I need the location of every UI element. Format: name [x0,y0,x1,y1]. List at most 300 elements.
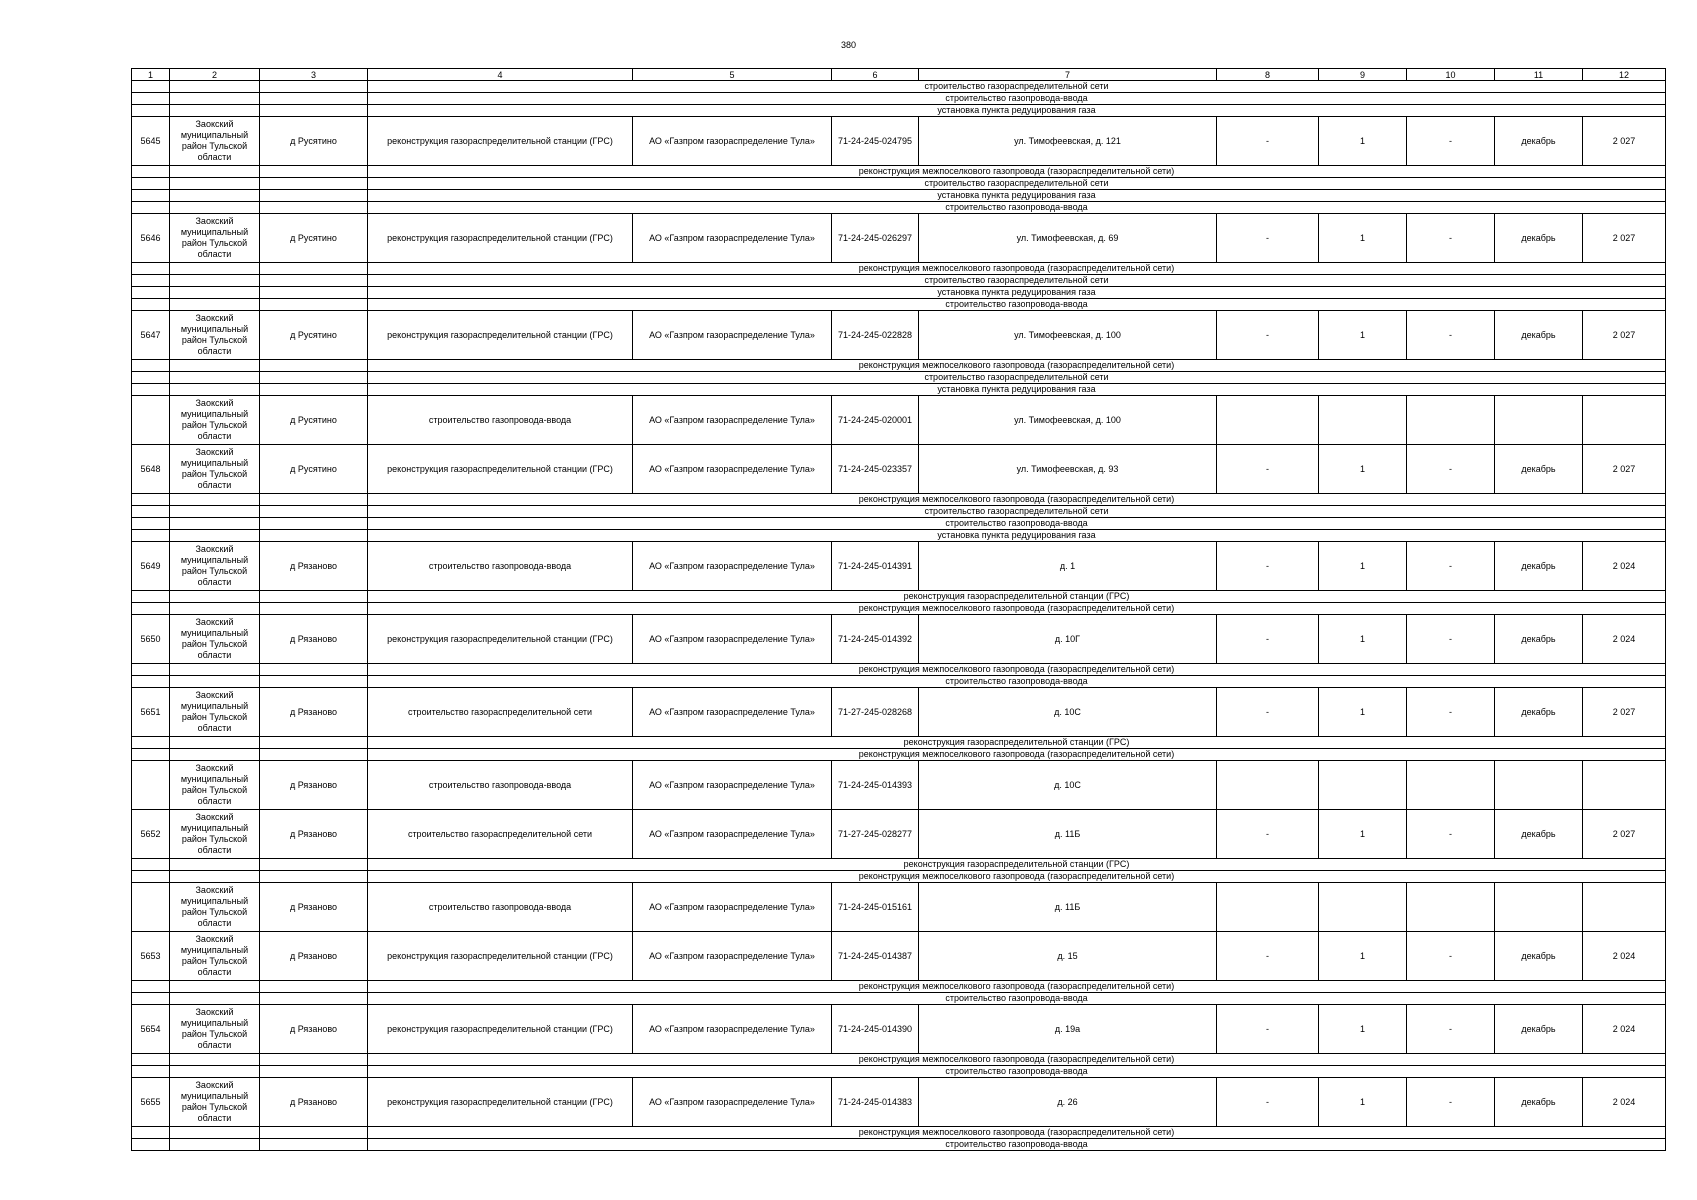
village-cell [260,202,368,214]
work-subtype-row [132,664,1666,676]
work-subtype-label: строительство газораспределительной сети [368,178,1666,190]
district-cell [170,737,260,749]
work-subtype-label: строительство газораспределительной сети [368,275,1666,287]
object-row [132,214,1666,263]
work-subtype-row [132,202,1666,214]
village-cell: д Рязаново [260,615,368,664]
row-number-cell [132,981,170,993]
row-number-cell [132,883,170,932]
object-row [132,542,1666,591]
row-number-cell [132,761,170,810]
village-cell [260,749,368,761]
district-cell [170,166,260,178]
village-cell [260,360,368,372]
work-subtype-row [132,105,1666,117]
row-number-cell: 5650 [132,615,170,664]
address-cell: ул. Тимофеевская, д. 93 [919,445,1217,494]
work-subtype-label: строительство газопровода-ввода [368,299,1666,311]
district-cell [170,263,260,275]
month-cell: декабрь [1495,615,1583,664]
row-number-cell [132,299,170,311]
work-subtype-label: реконструкция межпоселкового газопровода (газораспределительной сети) [368,1127,1666,1139]
object-code-cell: 71-24-245-022828 [832,311,919,360]
work-subtype-label: реконструкция межпоселкового газопровода (газораспределительной сети) [368,494,1666,506]
work-type-cell: реконструкция газораспределительной станции (ГРС) [368,1078,633,1127]
district-cell [170,202,260,214]
district-cell [170,1127,260,1139]
row-number-cell: 5648 [132,445,170,494]
district-cell [170,664,260,676]
district-cell: Заокский муниципальный район Тульской области [170,761,260,810]
column-number-cell: 6 [832,69,919,81]
object-code-cell: 71-24-245-014390 [832,1005,919,1054]
year-cell: 2 024 [1583,542,1666,591]
work-subtype-row [132,859,1666,871]
district-cell: Заокский муниципальный район Тульской области [170,932,260,981]
work-type-cell: реконструкция газораспределительной станции (ГРС) [368,214,633,263]
village-cell: д Рязаново [260,1005,368,1054]
village-cell: д Русятино [260,311,368,360]
organization-cell: АО «Газпром газораспределение Тула» [633,810,832,859]
district-cell [170,275,260,287]
object-code-cell: 71-24-245-020001 [832,396,919,445]
address-cell: д. 10Г [919,615,1217,664]
work-subtype-row [132,494,1666,506]
column-number-cell: 8 [1217,69,1319,81]
month-cell: декабрь [1495,1078,1583,1127]
district-cell: Заокский муниципальный район Тульской области [170,542,260,591]
year-cell: 2 027 [1583,117,1666,166]
year-cell: 2 027 [1583,311,1666,360]
column-10-cell: - [1407,810,1495,859]
object-row [132,932,1666,981]
work-subtype-label: реконструкция межпоселкового газопровода (газораспределительной сети) [368,360,1666,372]
column-number-cell: 7 [919,69,1217,81]
work-subtype-row [132,737,1666,749]
district-cell [170,676,260,688]
column-number-cell: 12 [1583,69,1666,81]
object-row [132,761,1666,810]
row-number-cell [132,396,170,445]
row-number-cell [132,871,170,883]
object-code-cell: 71-24-245-014392 [832,615,919,664]
village-cell: д Русятино [260,396,368,445]
work-subtype-label: строительство газораспределительной сети [368,372,1666,384]
organization-cell: АО «Газпром газораспределение Тула» [633,761,832,810]
column-8-cell [1217,883,1319,932]
work-subtype-row [132,287,1666,299]
column-9-cell: 1 [1319,810,1407,859]
work-type-cell: строительство газораспределительной сети [368,810,633,859]
village-cell [260,993,368,1005]
column-number-cell: 9 [1319,69,1407,81]
organization-cell: АО «Газпром газораспределение Тула» [633,932,832,981]
work-subtype-label: реконструкция межпоселкового газопровода (газораспределительной сети) [368,166,1666,178]
row-number-cell [132,178,170,190]
organization-cell: АО «Газпром газораспределение Тула» [633,688,832,737]
work-subtype-label: строительство газопровода-ввода [368,202,1666,214]
district-cell: Заокский муниципальный район Тульской области [170,1005,260,1054]
month-cell: декабрь [1495,311,1583,360]
column-9-cell: 1 [1319,117,1407,166]
work-subtype-label: реконструкция межпоселкового газопровода (газораспределительной сети) [368,263,1666,275]
column-9-cell: 1 [1319,311,1407,360]
work-subtype-row [132,178,1666,190]
year-cell: 2 024 [1583,615,1666,664]
column-9-cell: 1 [1319,1078,1407,1127]
district-cell [170,1139,260,1151]
year-cell: 2 027 [1583,445,1666,494]
work-subtype-row [132,981,1666,993]
column-10-cell: - [1407,1005,1495,1054]
row-number-cell [132,372,170,384]
work-subtype-label: строительство газопровода-ввода [368,993,1666,1005]
year-cell: 2 027 [1583,688,1666,737]
district-cell: Заокский муниципальный район Тульской области [170,445,260,494]
column-8-cell: - [1217,214,1319,263]
district-cell [170,603,260,615]
column-9-cell: 1 [1319,688,1407,737]
work-type-cell: строительство газопровода-ввода [368,761,633,810]
row-number-cell [132,384,170,396]
object-code-cell: 71-24-245-026297 [832,214,919,263]
row-number-cell [132,993,170,1005]
district-cell [170,749,260,761]
work-subtype-row [132,190,1666,202]
column-9-cell: 1 [1319,214,1407,263]
month-cell: декабрь [1495,117,1583,166]
column-8-cell: - [1217,311,1319,360]
row-number-cell [132,190,170,202]
address-cell: д. 26 [919,1078,1217,1127]
column-8-cell: - [1217,1005,1319,1054]
column-10-cell: - [1407,542,1495,591]
district-cell [170,981,260,993]
object-row [132,1005,1666,1054]
work-subtype-row [132,275,1666,287]
organization-cell: АО «Газпром газораспределение Тула» [633,445,832,494]
row-number-cell [132,202,170,214]
column-8-cell: - [1217,117,1319,166]
object-code-cell: 71-24-245-015161 [832,883,919,932]
work-subtype-row [132,263,1666,275]
village-cell [260,178,368,190]
district-cell: Заокский муниципальный район Тульской области [170,883,260,932]
work-subtype-row [132,166,1666,178]
village-cell [260,603,368,615]
object-code-cell: 71-24-245-014387 [832,932,919,981]
object-row [132,1078,1666,1127]
address-cell: ул. Тимофеевская, д. 69 [919,214,1217,263]
object-row [132,688,1666,737]
work-subtype-label: реконструкция межпоселкового газопровода (газораспределительной сети) [368,871,1666,883]
column-9-cell [1319,883,1407,932]
work-subtype-label: реконструкция газораспределительной станции (ГРС) [368,737,1666,749]
work-subtype-label: реконструкция межпоселкового газопровода (газораспределительной сети) [368,664,1666,676]
work-subtype-row [132,749,1666,761]
row-number-cell: 5649 [132,542,170,591]
work-subtype-label: установка пункта редуцирования газа [368,105,1666,117]
work-subtype-label: реконструкция межпоселкового газопровода (газораспределительной сети) [368,749,1666,761]
column-8-cell: - [1217,688,1319,737]
row-number-cell [132,737,170,749]
month-cell: декабрь [1495,445,1583,494]
district-cell [170,299,260,311]
column-number-cell: 11 [1495,69,1583,81]
work-subtype-label: реконструкция газораспределительной станции (ГРС) [368,591,1666,603]
column-10-cell: - [1407,688,1495,737]
column-9-cell: 1 [1319,445,1407,494]
row-number-cell [132,166,170,178]
village-cell [260,506,368,518]
work-type-cell: строительство газораспределительной сети [368,688,633,737]
district-cell [170,506,260,518]
year-cell: 2 024 [1583,1078,1666,1127]
object-code-cell: 71-27-245-028277 [832,810,919,859]
district-cell [170,530,260,542]
column-8-cell: - [1217,445,1319,494]
district-cell: Заокский муниципальный район Тульской области [170,1078,260,1127]
row-number-cell [132,603,170,615]
district-cell [170,859,260,871]
district-cell [170,494,260,506]
work-subtype-row [132,93,1666,105]
column-8-cell: - [1217,810,1319,859]
work-subtype-row [132,299,1666,311]
work-subtype-label: строительство газопровода-ввода [368,1066,1666,1078]
work-subtype-row [132,1139,1666,1151]
district-cell [170,1054,260,1066]
village-cell [260,664,368,676]
column-10-cell [1407,761,1495,810]
month-cell [1495,396,1583,445]
village-cell [260,737,368,749]
row-number-cell [132,530,170,542]
row-number-cell: 5653 [132,932,170,981]
row-number-cell [132,81,170,93]
work-subtype-row [132,384,1666,396]
row-number-cell [132,263,170,275]
object-row [132,810,1666,859]
work-subtype-row [132,360,1666,372]
organization-cell: АО «Газпром газораспределение Тула» [633,1078,832,1127]
village-cell: д Рязаново [260,542,368,591]
work-subtype-label: строительство газопровода-ввода [368,1139,1666,1151]
district-cell: Заокский муниципальный район Тульской области [170,810,260,859]
work-type-cell: реконструкция газораспределительной станции (ГРС) [368,932,633,981]
object-row [132,883,1666,932]
village-cell: д Русятино [260,214,368,263]
village-cell [260,275,368,287]
village-cell [260,263,368,275]
row-number-cell: 5655 [132,1078,170,1127]
year-cell [1583,761,1666,810]
address-cell: д. 10С [919,688,1217,737]
work-subtype-label: установка пункта редуцирования газа [368,530,1666,542]
work-subtype-row [132,1066,1666,1078]
address-cell: ул. Тимофеевская, д. 100 [919,396,1217,445]
work-subtype-label: строительство газопровода-ввода [368,93,1666,105]
column-8-cell [1217,761,1319,810]
column-10-cell [1407,396,1495,445]
district-cell [170,360,260,372]
row-number-cell: 5646 [132,214,170,263]
village-cell [260,299,368,311]
district-cell: Заокский муниципальный район Тульской области [170,214,260,263]
row-number-cell [132,93,170,105]
row-number-cell [132,105,170,117]
work-subtype-row [132,603,1666,615]
column-8-cell: - [1217,542,1319,591]
gasification-table [131,68,1666,1151]
column-10-cell: - [1407,311,1495,360]
village-cell [260,1139,368,1151]
work-subtype-label: установка пункта редуцирования газа [368,190,1666,202]
row-number-cell: 5654 [132,1005,170,1054]
object-code-cell: 71-24-245-014391 [832,542,919,591]
work-subtype-row [132,871,1666,883]
village-cell [260,384,368,396]
village-cell [260,190,368,202]
village-cell [260,372,368,384]
column-number-cell: 2 [170,69,260,81]
column-10-cell: - [1407,615,1495,664]
row-number-cell [132,506,170,518]
row-number-cell [132,591,170,603]
district-cell [170,993,260,1005]
column-number-cell: 5 [633,69,832,81]
column-8-cell [1217,396,1319,445]
row-number-cell [132,1054,170,1066]
village-cell [260,81,368,93]
row-number-cell [132,676,170,688]
district-cell [170,178,260,190]
object-row [132,396,1666,445]
village-cell: д Рязаново [260,932,368,981]
row-number-cell [132,859,170,871]
organization-cell: АО «Газпром газораспределение Тула» [633,117,832,166]
work-subtype-label: установка пункта редуцирования газа [368,287,1666,299]
column-number-header-row [132,69,1666,81]
village-cell [260,287,368,299]
village-cell: д Рязаново [260,688,368,737]
work-type-cell: реконструкция газораспределительной станции (ГРС) [368,445,633,494]
work-type-cell: строительство газопровода-ввода [368,396,633,445]
village-cell [260,591,368,603]
work-subtype-row [132,506,1666,518]
district-cell [170,384,260,396]
column-10-cell: - [1407,445,1495,494]
row-number-cell [132,518,170,530]
column-9-cell [1319,396,1407,445]
village-cell: д Рязаново [260,1078,368,1127]
village-cell [260,1054,368,1066]
village-cell [260,166,368,178]
work-type-cell: строительство газопровода-ввода [368,883,633,932]
organization-cell: АО «Газпром газораспределение Тула» [633,214,832,263]
month-cell [1495,761,1583,810]
district-cell [170,287,260,299]
page-number: 380 [840,40,857,50]
column-9-cell [1319,761,1407,810]
column-10-cell [1407,883,1495,932]
work-subtype-row [132,591,1666,603]
work-type-cell: реконструкция газораспределительной станции (ГРС) [368,117,633,166]
district-cell: Заокский муниципальный район Тульской области [170,688,260,737]
village-cell: д Русятино [260,445,368,494]
row-number-cell [132,1066,170,1078]
work-type-cell: строительство газопровода-ввода [368,542,633,591]
month-cell: декабрь [1495,1005,1583,1054]
district-cell [170,871,260,883]
district-cell: Заокский муниципальный район Тульской области [170,117,260,166]
village-cell: д Рязаново [260,761,368,810]
district-cell [170,93,260,105]
column-10-cell: - [1407,1078,1495,1127]
organization-cell: АО «Газпром газораспределение Тула» [633,542,832,591]
village-cell [260,1127,368,1139]
row-number-cell: 5647 [132,311,170,360]
column-8-cell: - [1217,1078,1319,1127]
month-cell: декабрь [1495,214,1583,263]
row-number-cell [132,287,170,299]
column-10-cell: - [1407,214,1495,263]
row-number-cell: 5645 [132,117,170,166]
object-row [132,311,1666,360]
object-row [132,615,1666,664]
row-number-cell [132,275,170,287]
row-number-cell [132,749,170,761]
village-cell [260,981,368,993]
work-subtype-row [132,81,1666,93]
district-cell [170,190,260,202]
row-number-cell [132,1127,170,1139]
work-subtype-row [132,993,1666,1005]
column-9-cell: 1 [1319,932,1407,981]
district-cell [170,1066,260,1078]
address-cell: д. 11Б [919,810,1217,859]
address-cell: ул. Тимофеевская, д. 100 [919,311,1217,360]
work-subtype-label: реконструкция газораспределительной станции (ГРС) [368,859,1666,871]
column-number-cell: 4 [368,69,633,81]
column-number-cell: 10 [1407,69,1495,81]
work-subtype-label: установка пункта редуцирования газа [368,384,1666,396]
column-9-cell: 1 [1319,542,1407,591]
month-cell: декабрь [1495,932,1583,981]
month-cell: декабрь [1495,810,1583,859]
work-type-cell: реконструкция газораспределительной станции (ГРС) [368,1005,633,1054]
district-cell: Заокский муниципальный район Тульской области [170,311,260,360]
village-cell [260,518,368,530]
year-cell: 2 024 [1583,1005,1666,1054]
work-subtype-row [132,1054,1666,1066]
village-cell: д Русятино [260,117,368,166]
row-number-cell [132,664,170,676]
organization-cell: АО «Газпром газораспределение Тула» [633,615,832,664]
work-subtype-label: реконструкция межпоселкового газопровода (газораспределительной сети) [368,981,1666,993]
address-cell: д. 15 [919,932,1217,981]
address-cell: д. 10С [919,761,1217,810]
address-cell: д. 19а [919,1005,1217,1054]
village-cell [260,1066,368,1078]
row-number-cell [132,360,170,372]
district-cell [170,81,260,93]
organization-cell: АО «Газпром газораспределение Тула» [633,883,832,932]
month-cell: декабрь [1495,688,1583,737]
address-cell: д. 1 [919,542,1217,591]
work-type-cell: реконструкция газораспределительной станции (ГРС) [368,615,633,664]
address-cell: д. 11Б [919,883,1217,932]
